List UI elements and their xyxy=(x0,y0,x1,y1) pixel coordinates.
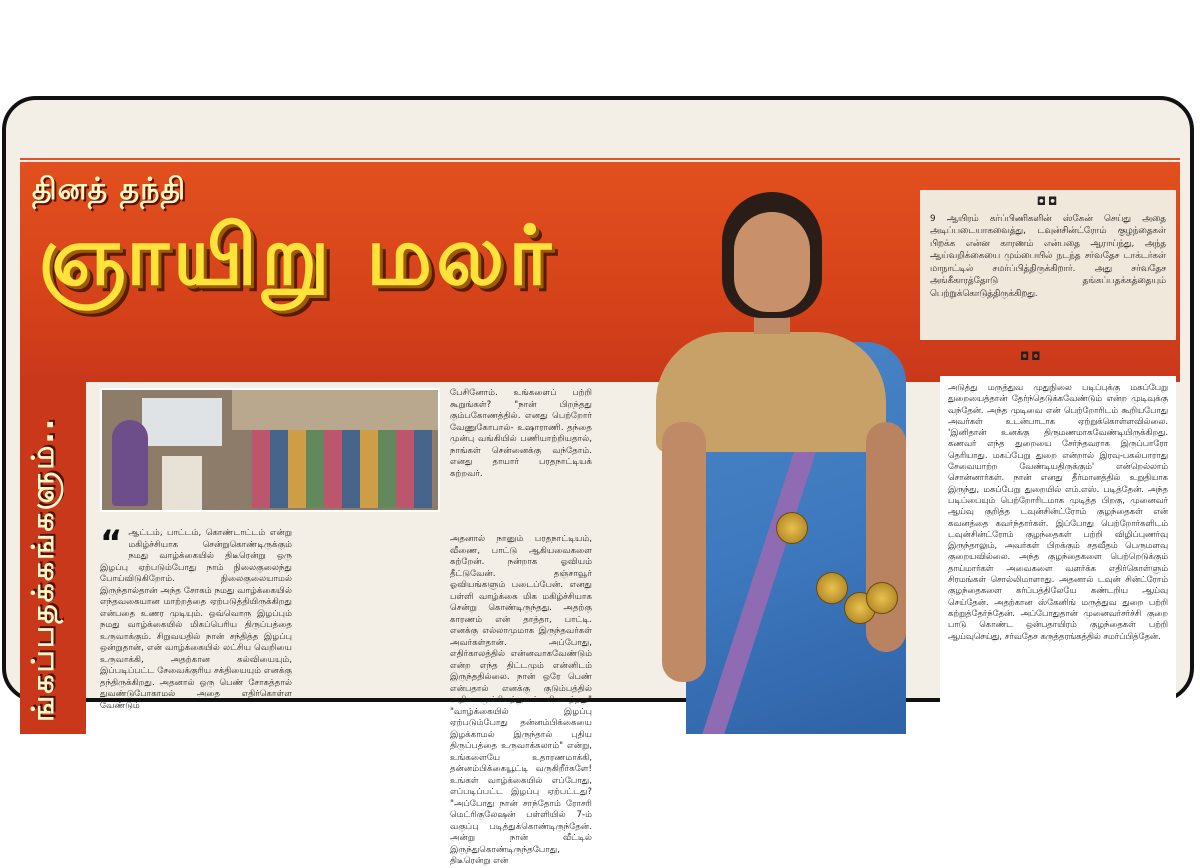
medal-icon xyxy=(866,582,898,614)
page-body xyxy=(20,162,1180,866)
article-column-left xyxy=(100,523,292,734)
event-photo xyxy=(100,388,440,512)
right-top-article-text: 9 ஆயிரம் கர்ப்பிணிகளின் ஸ்கேன் செய்து அதை அடிப்படையாகவைத்து, டவுன்சின்ட்ரோம் குழந்தைகள் பிறக்க என்ன காரணம் என்பதை ஆராய்ந்து, அந்த ஆய்வறிக்கையை மும்பையில் நடந்த சர்வதேச டாக்டர்கள் மாநாட்டில் சமர்ப்பித்திருக்கிறார். அது சர்வதேச அங்கீகாரத்தோடு தங்கப்பதக்கத்தையும் பெற்றுக்கொடுத்திருக்கிறது. xyxy=(930,213,1166,299)
face xyxy=(734,212,810,312)
right-bottom-article: அடுத்து மருத்துவ முதுநிலை படிப்புக்கு மகப்பேறு துறையைத்தான் தேர்ந்தெடுக்கவேண்டும் என்ற முடிவுக்கு வந்தேன். அந்த முடிவை என் பெற்றோரிடம் கூறியபோது அவர்கள் உடன்பாடாக ஏற்றுக்கொள்ளவில்லை. 'இனிதான் உனக்கு திருமணமாகவேண்டியிருக்கிறது. கணவர் எந்த துறையை சேர்ந்தவராக இருப்பாரோ தெரியாது. மகப்பேறு துறை என்றால் இரவு-பகல்பாராது சேவையாற்ற வேண்டியதிருக்கும்' என்றெல்லாம் சொன்னார்கள். நான் எனது தீர்மானத்தில் உறுதியாக இருந்து, மகப்பேறு துறையில் எம்.எஸ். படித்தேன். அந்த படிப்பையும் பெற்றோரிடமாக முடித்த பிறகு, முனைவர் ஆய்வு குறித்த டவுன்சின்ட்ரோம் குழந்தைகள் என் கவனத்தை கவர்ந்தார்கள். இப்போது பெற்றோர்களிடம் டவுன்சின்ட்ரோம் குழந்தைகள் பற்றி விழிப்புணர்வு இருந்தாலும், அவர்கள் பிறக்கும் சதவீதம் பெருமளவு குறையவில்லை. அந்த குழந்தைகளை பெற்றெடுக்கும் தாய்மார்கள் அவைகளை வளர்க்க எதிர்கொள்ளும் சிரமங்கள் சொல்லிமாளாது. அதனால் டவுன் சின்ட்ரோம் குழந்தைகளை கர்ப்பத்திலேயே கண்டறிய ஆய்வு செய்தேன். அதற்கான ஸ்கேனிங் மருத்துவ துறை பற்றி கற்றுத்தேர்ந்தேன். அப்போதுதான் முனைவர்சர்ச்சி குறை பாடு கொண்ட ஒன்பதாயிரம் குழந்தைகள் பற்றி ஆய்வுசெய்து, சர்வதேச கருத்தரங்கத்தில் சமர்ப்பித்தேன். xyxy=(940,376,1176,734)
newspaper-clipping xyxy=(2,96,1194,866)
audience xyxy=(252,430,432,508)
quote-mark-icon: “ xyxy=(100,523,123,563)
vertical-headline: ங்கப்பதக்கங்களும்.. xyxy=(26,416,61,722)
photo-wall xyxy=(232,390,438,430)
article-column-mid: அதனால் நானும் பரதநாட்டியம், வீணை, பாட்டு ஆகியவைகளை கற்றேன். நன்றாக ஓவியம் தீட்டுவேன். தஞ்சாவூர் ஓவியங்களும் படைப்பேன். எனது பள்ளி வாழ்க்கை மிக மகிழ்ச்சியாக சென்று கொண்டிருந்தது. அதற்கு காரணம் என் தாத்தா, பாட்டி. எனக்கு எல்லாமுமாக இருந்தவர்கள் அவர்கள்தான். அப்போது, எதிர்காலத்தில் என்னவாகவேண்டும் என்ற எந்த திட்டமும் என்னிடம் இருந்ததில்லை. நான் ஒரே பெண் என்பதால் எனக்கு குடும்பத்தில் அதிக முக்கியத்துவம் கிடைத்தது" "வாழ்க்கையில் இழப்பு ஏற்படும்போது தன்னம்பிக்கையை இழக்காமல் இருந்தால் புதிய திருப்பத்தை உருவாக்கலாம்" என்று, உங்களையே உதாரணமாக்கி, தன்னம்பிக்கையூட்டி வருகிறீர்களே! உங்கள் வாழ்க்கையில் எப்போது, எப்படிப்பட்ட இழப்பு ஏற்பட்டது? "அப்போது நான் சாந்தோம் ரோசரி மெட்ரிகுலேஷன் பள்ளியில் 7-ம் வகுப்பு படித்துக்கொண்டிருந்தேன். அன்று நான் வீட்டில் இருந்துகொண்டிருந்தபோது, திடீரென்று என் xyxy=(450,534,592,866)
brand-text: தினத் தந்தி xyxy=(32,172,187,207)
section-mark: ◘◘ xyxy=(1020,350,1043,363)
portrait-photo xyxy=(616,192,916,734)
supplement-title: ஞாயிறு மலர் xyxy=(38,209,556,304)
article-column-mid-top: பேசினோம். உங்களைப் பற்றி கூறுங்கள்? "நான் பிறந்தது கும்பகோணத்தில். எனது பெற்றோர் வேணுகோபால்- உஷாராணி. தந்தை முன்பு வங்கியில் பணியாற்றியதால், நாங்கள் சென்னைக்கு வந்தோம். எனது தாயார் பரதநாட்டியக் கற்றவர். xyxy=(450,388,592,528)
speaker-figure xyxy=(112,420,148,506)
article-column-left-text: ஆட்டம், பாட்டம், கொண்டாட்டம் என்று மகிழ்ச்சியாக சென்றுகொண்டிருக்கும் நமது வாழ்க்கையில் திடீரென்று ஒரு இழப்பு ஏற்படும்போது நாம் நிலைகுலைந்து போய்விடுகிறோம். நிலைகுலையாமல் இருந்தால்தான் அந்த சோகம் நமது வாழ்க்கையில் எந்தவகையான மாற்றத்தை ஏற்படுத்தியிருக்கிறது என்பதை உணர முடியும். ஒவ்வொரு இழப்பும் நமது வாழ்க்கையில் மிகப்பெரிய திருப்பத்தை உருவாக்கும். சிறுவயதில் நான் சந்தித்த இழப்பு ஒன்றுதான், என் வாழ்க்கையில் லட்சிய வெறியை உருவாக்கி, அதற்கான கல்வியையும், இப்படிப்பட்ட சேவைக்குரிய சக்தியையும் எனக்கு தந்திருக்கிறது. அதனால் ஒரு பெண் சோகத்தால் துவண்டுபோகாமல் அதை எதிர்கொள்ள வேண்டும் xyxy=(100,528,292,711)
podium xyxy=(162,456,202,510)
right-top-article xyxy=(920,190,1176,340)
medal-icon xyxy=(816,572,848,604)
medal-icon xyxy=(776,512,808,544)
projector-screen xyxy=(142,398,222,446)
section-mark: ◘◘ xyxy=(1036,195,1060,208)
header-rule xyxy=(20,158,1180,160)
brand-logo xyxy=(32,172,186,211)
left-arm xyxy=(662,422,706,682)
